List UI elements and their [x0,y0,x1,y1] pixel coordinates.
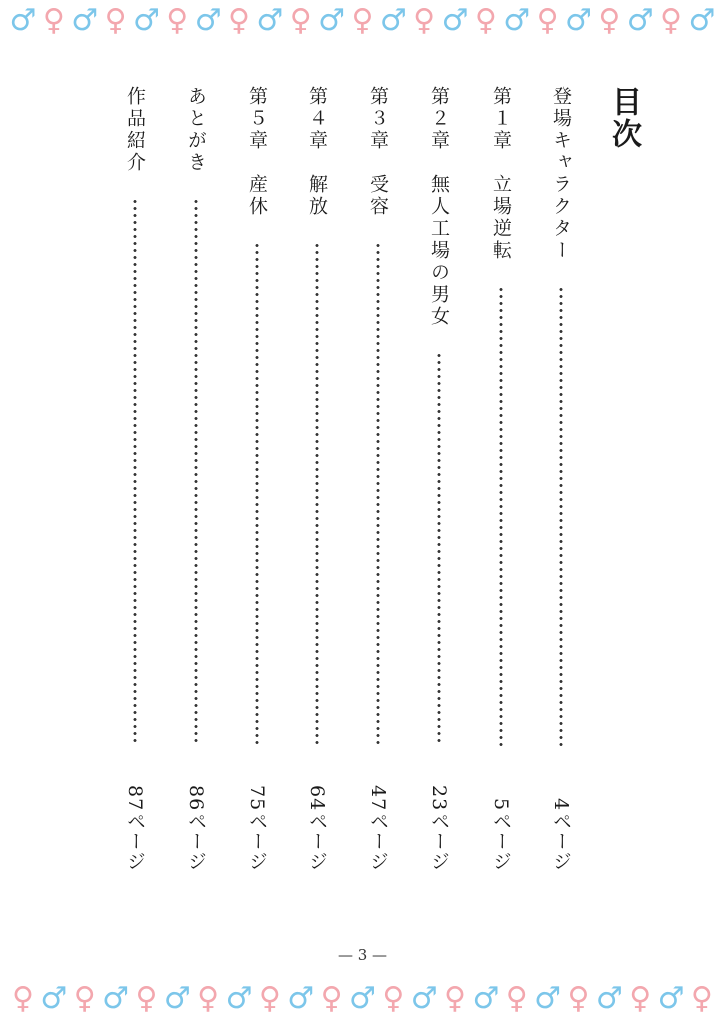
female-symbol-icon: ♀ [567,981,590,1016]
male-symbol-icon: ♂ [71,3,99,38]
male-symbol-icon: ♂ [194,3,222,38]
male-symbol-icon: ♂ [40,981,68,1016]
toc-entry-chapter-2[interactable] [424,86,454,886]
toc-leader-dots [376,242,380,746]
male-symbol-icon: ♂ [102,981,130,1016]
male-symbol-icon: ♂ [410,981,438,1016]
toc-entry-label: 第２章 無人工場の男女 [428,86,450,328]
toc-entry-chapter-1[interactable] [486,86,516,886]
toc-entry-page: 86ページ [185,784,207,871]
male-symbol-icon: ♂ [688,3,716,38]
female-symbol-icon: ♀ [351,3,374,38]
toc-entry-works[interactable] [120,86,150,886]
page-number: — 3 — [337,946,388,964]
male-symbol-icon: ♂ [503,3,531,38]
male-symbol-icon: ♂ [657,981,685,1016]
female-symbol-icon: ♀ [228,3,250,38]
female-symbol-icon: ♀ [690,981,713,1016]
male-symbol-icon: ♂ [379,3,407,38]
toc-leader-dots [133,198,137,746]
female-symbol-icon: ♀ [474,3,497,38]
toc-entry-page: 87ページ [124,784,146,871]
female-symbol-icon: ♀ [413,3,436,38]
toc-entry-page: 75ページ [246,784,268,871]
male-symbol-icon: ♂ [256,3,284,38]
female-symbol-icon: ♀ [598,3,621,38]
toc-entry-label: 作品紹介 [124,86,146,174]
toc-leader-dots [315,242,319,746]
female-symbol-icon: ♀ [382,981,405,1016]
female-symbol-icon: ♀ [629,981,652,1016]
male-symbol-icon: ♂ [163,981,191,1016]
male-symbol-icon: ♂ [441,3,469,38]
toc-entry-page: 4ページ [550,797,572,871]
toc-leader-dots [255,242,259,746]
toc-leader-dots [559,286,563,746]
toc-leader-dots [499,286,503,746]
male-symbol-icon: ♂ [225,981,253,1016]
toc-entry-label: 登場キャラクター [550,86,572,262]
female-symbol-icon: ♀ [320,981,343,1016]
female-symbol-icon: ♀ [12,981,34,1016]
toc-entry-label: 第５章 産休 [246,86,268,218]
female-symbol-icon: ♀ [444,981,467,1016]
male-symbol-icon: ♂ [472,981,500,1016]
female-symbol-icon: ♀ [104,3,127,38]
female-symbol-icon: ♀ [135,981,158,1016]
male-symbol-icon: ♂ [132,3,160,38]
decorative-border-bottom [8,982,717,1016]
toc-entry-label: 第３章 受容 [367,86,389,218]
toc-entry-characters[interactable] [546,86,576,886]
toc-entry-chapter-4[interactable] [302,86,332,886]
male-symbol-icon: ♂ [595,981,623,1016]
toc-entry-page: 5ページ [490,797,512,871]
toc-entry-page: 23ページ [428,784,450,871]
female-symbol-icon: ♀ [258,981,281,1016]
female-symbol-icon: ♀ [42,3,65,38]
toc-leader-dots [437,352,441,746]
female-symbol-icon: ♀ [166,3,189,38]
male-symbol-icon: ♂ [9,3,37,38]
toc-entry-label: 第４章 解放 [306,86,328,218]
toc-leader-dots [194,198,198,746]
toc-entry-afterword[interactable] [181,86,211,886]
toc-entry-page: 47ページ [367,784,389,871]
toc-entry-page: 64ページ [306,784,328,871]
toc-entry-chapter-5[interactable] [242,86,272,886]
toc-entry-label: 第１章 立場逆転 [490,86,512,262]
male-symbol-icon: ♂ [349,981,376,1016]
male-symbol-icon: ♂ [318,3,346,38]
male-symbol-icon: ♂ [287,981,315,1016]
female-symbol-icon: ♀ [505,981,528,1016]
toc-entry-label: あとがき [185,86,207,174]
female-symbol-icon: ♀ [73,981,96,1016]
male-symbol-icon: ♂ [565,3,592,38]
female-symbol-icon: ♀ [197,981,220,1016]
female-symbol-icon: ♀ [536,3,559,38]
toc-entry-chapter-3[interactable] [363,86,393,886]
female-symbol-icon: ♀ [289,3,312,38]
male-symbol-icon: ♂ [626,3,654,38]
decorative-border-top [8,4,717,38]
male-symbol-icon: ♂ [534,981,562,1016]
female-symbol-icon: ♀ [660,3,683,38]
page-title: 目次 [606,86,641,150]
